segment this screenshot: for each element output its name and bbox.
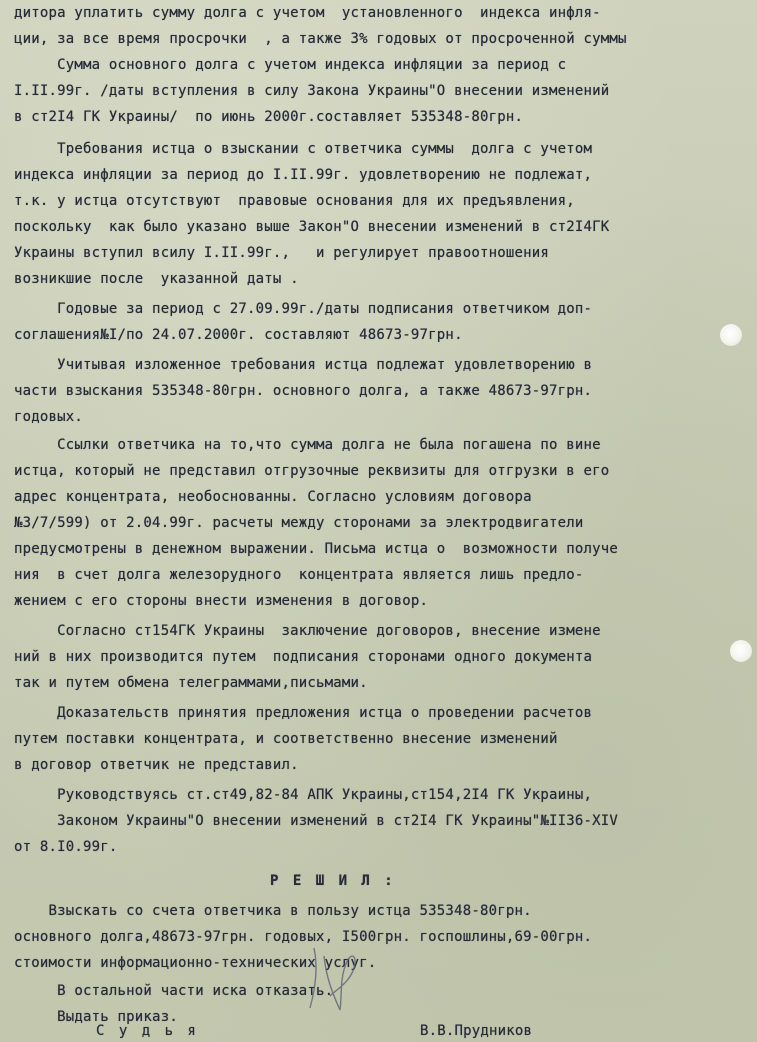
text-line: Законом Украины"О внесении изменений в ст2I4 ГК Украины"№II36-XIV	[14, 813, 619, 829]
text-line: т.к. у истца отсутствуют правовые основания для их предъявления,	[14, 193, 575, 209]
text-line: жением с его стороны внести изменения в договор.	[14, 593, 429, 609]
text-line: ний в них производится путем подписания сторонами одного документа	[14, 649, 593, 665]
text-line: в договор ответчик не представил.	[14, 757, 299, 773]
punch-hole	[730, 640, 752, 662]
text-line: возникшие после указанной даты .	[14, 271, 299, 287]
text-line: так и путем обмена телеграммами,письмами.	[14, 675, 368, 691]
punch-hole	[720, 324, 742, 346]
text-line: Украины вступил всилу I.II.99г., и регулирует правоотношения	[14, 245, 549, 261]
text-line: в ст2I4 ГК Украины/ по июнь 2000г.составляет 535348-80грн.	[14, 109, 524, 125]
text-line: годовых.	[14, 409, 84, 425]
text-line: Требования истца о взыскании с ответчика суммы долга с учетом	[14, 141, 593, 157]
text-line: Сумма основного долга с учетом индекса инфляции за период с	[14, 57, 567, 73]
text-line: Руководствуясь ст.ст49,82-84 АПК Украины,ст154,2I4 ГК Украины,	[14, 787, 593, 803]
text-line: от 8.I0.99г.	[14, 839, 118, 855]
decision-line: основного долга,48673-97грн. годовых, I500грн. госпошлины,69-00грн.	[14, 929, 593, 945]
text-line: части взыскания 535348-80грн. основного долга, а также 48673-97грн.	[14, 383, 593, 399]
judge-name: В.В.Прудников	[420, 1023, 533, 1039]
text-line: Учитывая изложенное требования истца подлежат удовлетворению в	[14, 357, 593, 373]
decision-line: Взыскать со счета ответчика в пользу истца 535348-80грн.	[14, 903, 532, 919]
text-line: Ссылки ответчика на то,что сумма долга не была погашена по вине	[14, 437, 601, 453]
decision-line: стоимости информационно-технических услуг.	[14, 955, 377, 971]
text-line: I.II.99г. /даты вступления в силу Закона Украины"О внесении изменений	[14, 83, 610, 99]
text-line: поскольку как было указано выше Закон"О внесении изменений в ст2I4ГК	[14, 219, 610, 235]
text-line: предусмотрены в денежном выражении. Письма истца о возможности получе	[14, 541, 619, 557]
decision-line: В остальной части иска отказать.	[14, 983, 334, 999]
text-line: ния в счет долга железорудного концентрата является лишь предло-	[14, 567, 584, 583]
text-line: ции, за все время просрочки , а также 3% годовых от просроченной суммы	[14, 31, 627, 47]
text-line: путем поставки концентрата, и соответственно внесение изменений	[14, 731, 558, 747]
text-line: Доказательств принятия предложения истца о проведении расчетов	[14, 705, 593, 721]
text-line: соглашения№I/по 24.07.2000г. составляют 48673-97грн.	[14, 327, 463, 343]
text-line: истца, который не представил отгрузочные реквизиты для отгрузки в его	[14, 463, 610, 479]
text-line: №3/7/599) от 2.04.99г. расчеты между сторонами за электродвигатели	[14, 515, 584, 531]
judge-label: С у д ь я	[96, 1023, 199, 1039]
text-line: адрес концентрата, необоснованны. Согласно условиям договора	[14, 489, 532, 505]
decision-line: Выдать приказ.	[14, 1009, 178, 1025]
text-line: Годовые за период с 27.09.99г./даты подписания ответчиком доп-	[14, 301, 593, 317]
text-line: дитора уплатить сумму долга с учетом установленного индекса инфля-	[14, 5, 601, 21]
text-line: Согласно ст154ГК Украины заключение договоров, внесение измене	[14, 623, 601, 639]
signature-scribble	[300, 938, 370, 1018]
text-line: индекса инфляции за период до I.II.99г. удовлетворению не подлежат,	[14, 167, 593, 183]
decision-heading: Р Е Ш И Л :	[270, 873, 396, 889]
